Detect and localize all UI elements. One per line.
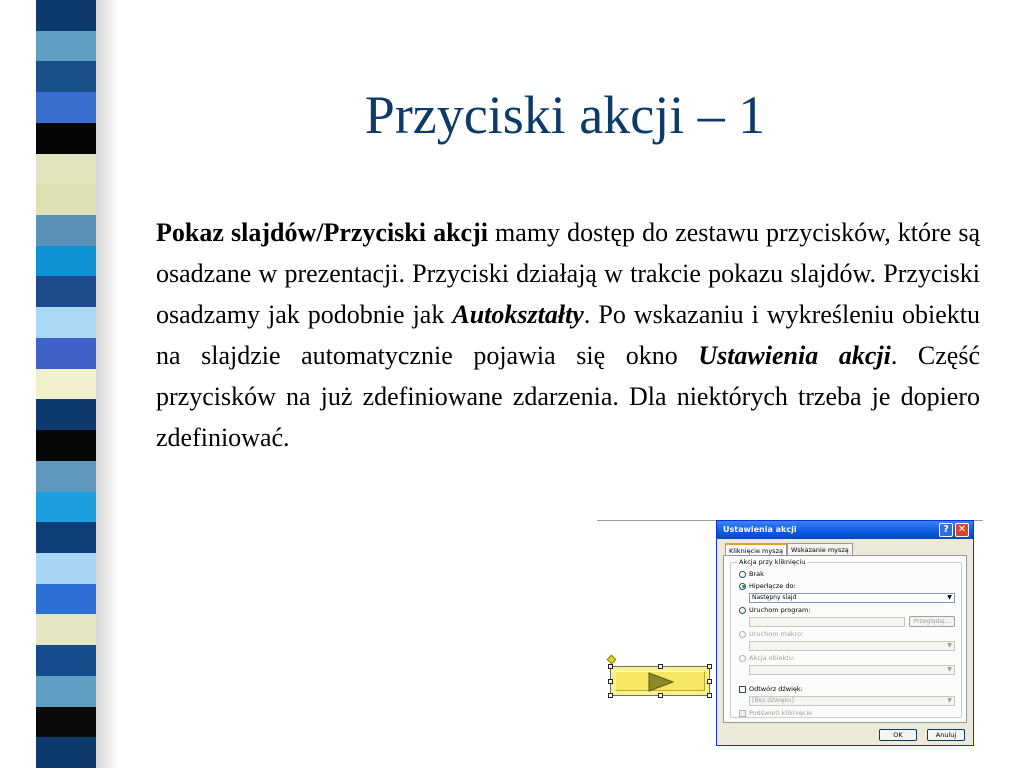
sound-select[interactable] xyxy=(749,696,955,706)
radio-run-macro[interactable] xyxy=(739,631,746,638)
action-button-sample[interactable] xyxy=(606,660,712,698)
macro-select[interactable] xyxy=(749,641,955,651)
stripe-band xyxy=(36,584,96,615)
resize-handle-b[interactable] xyxy=(658,693,663,698)
stripe-band xyxy=(36,31,96,62)
chevron-down-icon[interactable]: ▼ xyxy=(947,666,952,673)
stripe-band xyxy=(36,92,96,123)
adjust-handle[interactable] xyxy=(607,655,617,665)
program-path-field[interactable] xyxy=(749,617,905,627)
chevron-down-icon[interactable]: ▼ xyxy=(947,697,952,704)
radio-none[interactable] xyxy=(739,571,746,578)
option-hyperlink-label: Hiperłącze do: xyxy=(749,582,796,590)
body-text-1: mamy dostęp do zestawu przycisków, które są osadzane w prezentacji. Przyciski działają w trakcie pokazu slajdów. Przyciski osadzamy jak podobnie jak xyxy=(156,218,980,329)
radio-run-program[interactable] xyxy=(739,607,746,614)
stripe-band xyxy=(36,737,96,768)
stripe-band xyxy=(36,430,96,461)
stripe-band xyxy=(36,215,96,246)
decorative-stripe xyxy=(36,0,96,768)
cancel-button[interactable]: Anuluj xyxy=(927,729,965,741)
checkbox-highlight[interactable] xyxy=(739,710,746,717)
menu-path-text: Pokaz slajdów/Przyciski akcji xyxy=(156,218,488,247)
object-action-select[interactable] xyxy=(749,665,955,675)
dialog-titlebar[interactable] xyxy=(717,521,973,539)
checkbox-play-sound[interactable] xyxy=(739,686,746,693)
ok-button[interactable]: OK xyxy=(879,729,917,741)
option-none[interactable] xyxy=(739,570,764,578)
resize-handle-bl[interactable] xyxy=(608,693,613,698)
browse-button[interactable]: Przeglądaj... xyxy=(909,616,955,627)
stripe-band xyxy=(36,184,96,215)
option-run-macro[interactable] xyxy=(739,630,803,638)
option-run-program-label: Uruchom program: xyxy=(749,606,811,614)
chevron-down-icon[interactable]: ▼ xyxy=(947,642,952,649)
option-highlight-label: Podświetl kliknięcie xyxy=(749,709,813,717)
hyperlink-value: Następny slajd xyxy=(752,594,797,601)
stripe-band xyxy=(36,246,96,277)
hyperlink-select[interactable] xyxy=(749,593,955,603)
action-settings-term: Ustawienia akcji xyxy=(698,341,891,370)
stripe-band xyxy=(36,492,96,523)
stripe-band xyxy=(36,276,96,307)
stripe-band xyxy=(36,707,96,738)
option-object-action-label: Akcja obiektu: xyxy=(749,654,796,662)
group-label: Akcja przy kliknięciu xyxy=(739,558,806,566)
chevron-down-icon[interactable]: ▼ xyxy=(947,594,952,601)
close-icon[interactable]: ✕ xyxy=(955,523,969,537)
option-none-label: Brak xyxy=(749,570,764,578)
stripe-band xyxy=(36,645,96,676)
click-action-group xyxy=(730,558,962,718)
stripe-band xyxy=(36,522,96,553)
slide-body-text xyxy=(156,212,980,458)
sound-value: [Bez dźwięku] xyxy=(752,697,794,704)
stripe-band xyxy=(36,399,96,430)
option-highlight[interactable] xyxy=(739,709,812,717)
stripe-band xyxy=(36,61,96,92)
help-icon[interactable]: ? xyxy=(939,523,953,537)
body-text-3: . Część przycisków na już zdefiniowane zdarzenia. Dla niektórych trzeba je dopiero zdefiniować. xyxy=(156,341,980,452)
resize-handle-tl[interactable] xyxy=(608,664,613,669)
play-forward-icon xyxy=(647,672,675,692)
radio-hyperlink[interactable] xyxy=(739,583,746,590)
slide-title: Przyciski akcji – 1 xyxy=(364,85,766,145)
body-text-2: . Po wskazaniu i wykreśleniu obiektu na slajdzie automatycznie pojawia się okno xyxy=(156,300,980,370)
resize-handle-l[interactable] xyxy=(608,679,613,684)
tab-mouse-click[interactable]: Kliknięcie myszą xyxy=(725,543,787,556)
stripe-band xyxy=(36,154,96,185)
stripe-band xyxy=(36,369,96,400)
action-button-shape[interactable] xyxy=(610,666,710,696)
stripe-band xyxy=(36,614,96,645)
option-hyperlink[interactable] xyxy=(739,582,796,590)
stripe-band xyxy=(36,553,96,584)
stripe-band xyxy=(36,123,96,154)
stripe-band xyxy=(36,0,96,31)
autoshapes-term: Autokształty xyxy=(452,300,584,329)
stripe-band xyxy=(36,676,96,707)
option-run-macro-label: Uruchom makro: xyxy=(749,630,804,638)
dialog-title: Ustawienia akcji xyxy=(723,525,797,534)
resize-handle-r[interactable] xyxy=(707,679,712,684)
tab-mouse-over[interactable]: Wskazanie myszą xyxy=(787,543,853,555)
radio-object-action[interactable] xyxy=(739,655,746,662)
action-settings-dialog xyxy=(716,520,974,746)
stripe-band xyxy=(36,307,96,338)
resize-handle-t[interactable] xyxy=(658,664,663,669)
option-run-program[interactable] xyxy=(739,606,811,614)
option-play-sound-label: Odtwórz dźwięk: xyxy=(749,685,803,693)
option-object-action[interactable] xyxy=(739,654,795,662)
stripe-band xyxy=(36,461,96,492)
resize-handle-br[interactable] xyxy=(707,693,712,698)
stripe-band xyxy=(36,338,96,369)
resize-handle-tr[interactable] xyxy=(707,664,712,669)
tab-panel xyxy=(723,555,967,723)
option-play-sound[interactable] xyxy=(739,685,803,693)
